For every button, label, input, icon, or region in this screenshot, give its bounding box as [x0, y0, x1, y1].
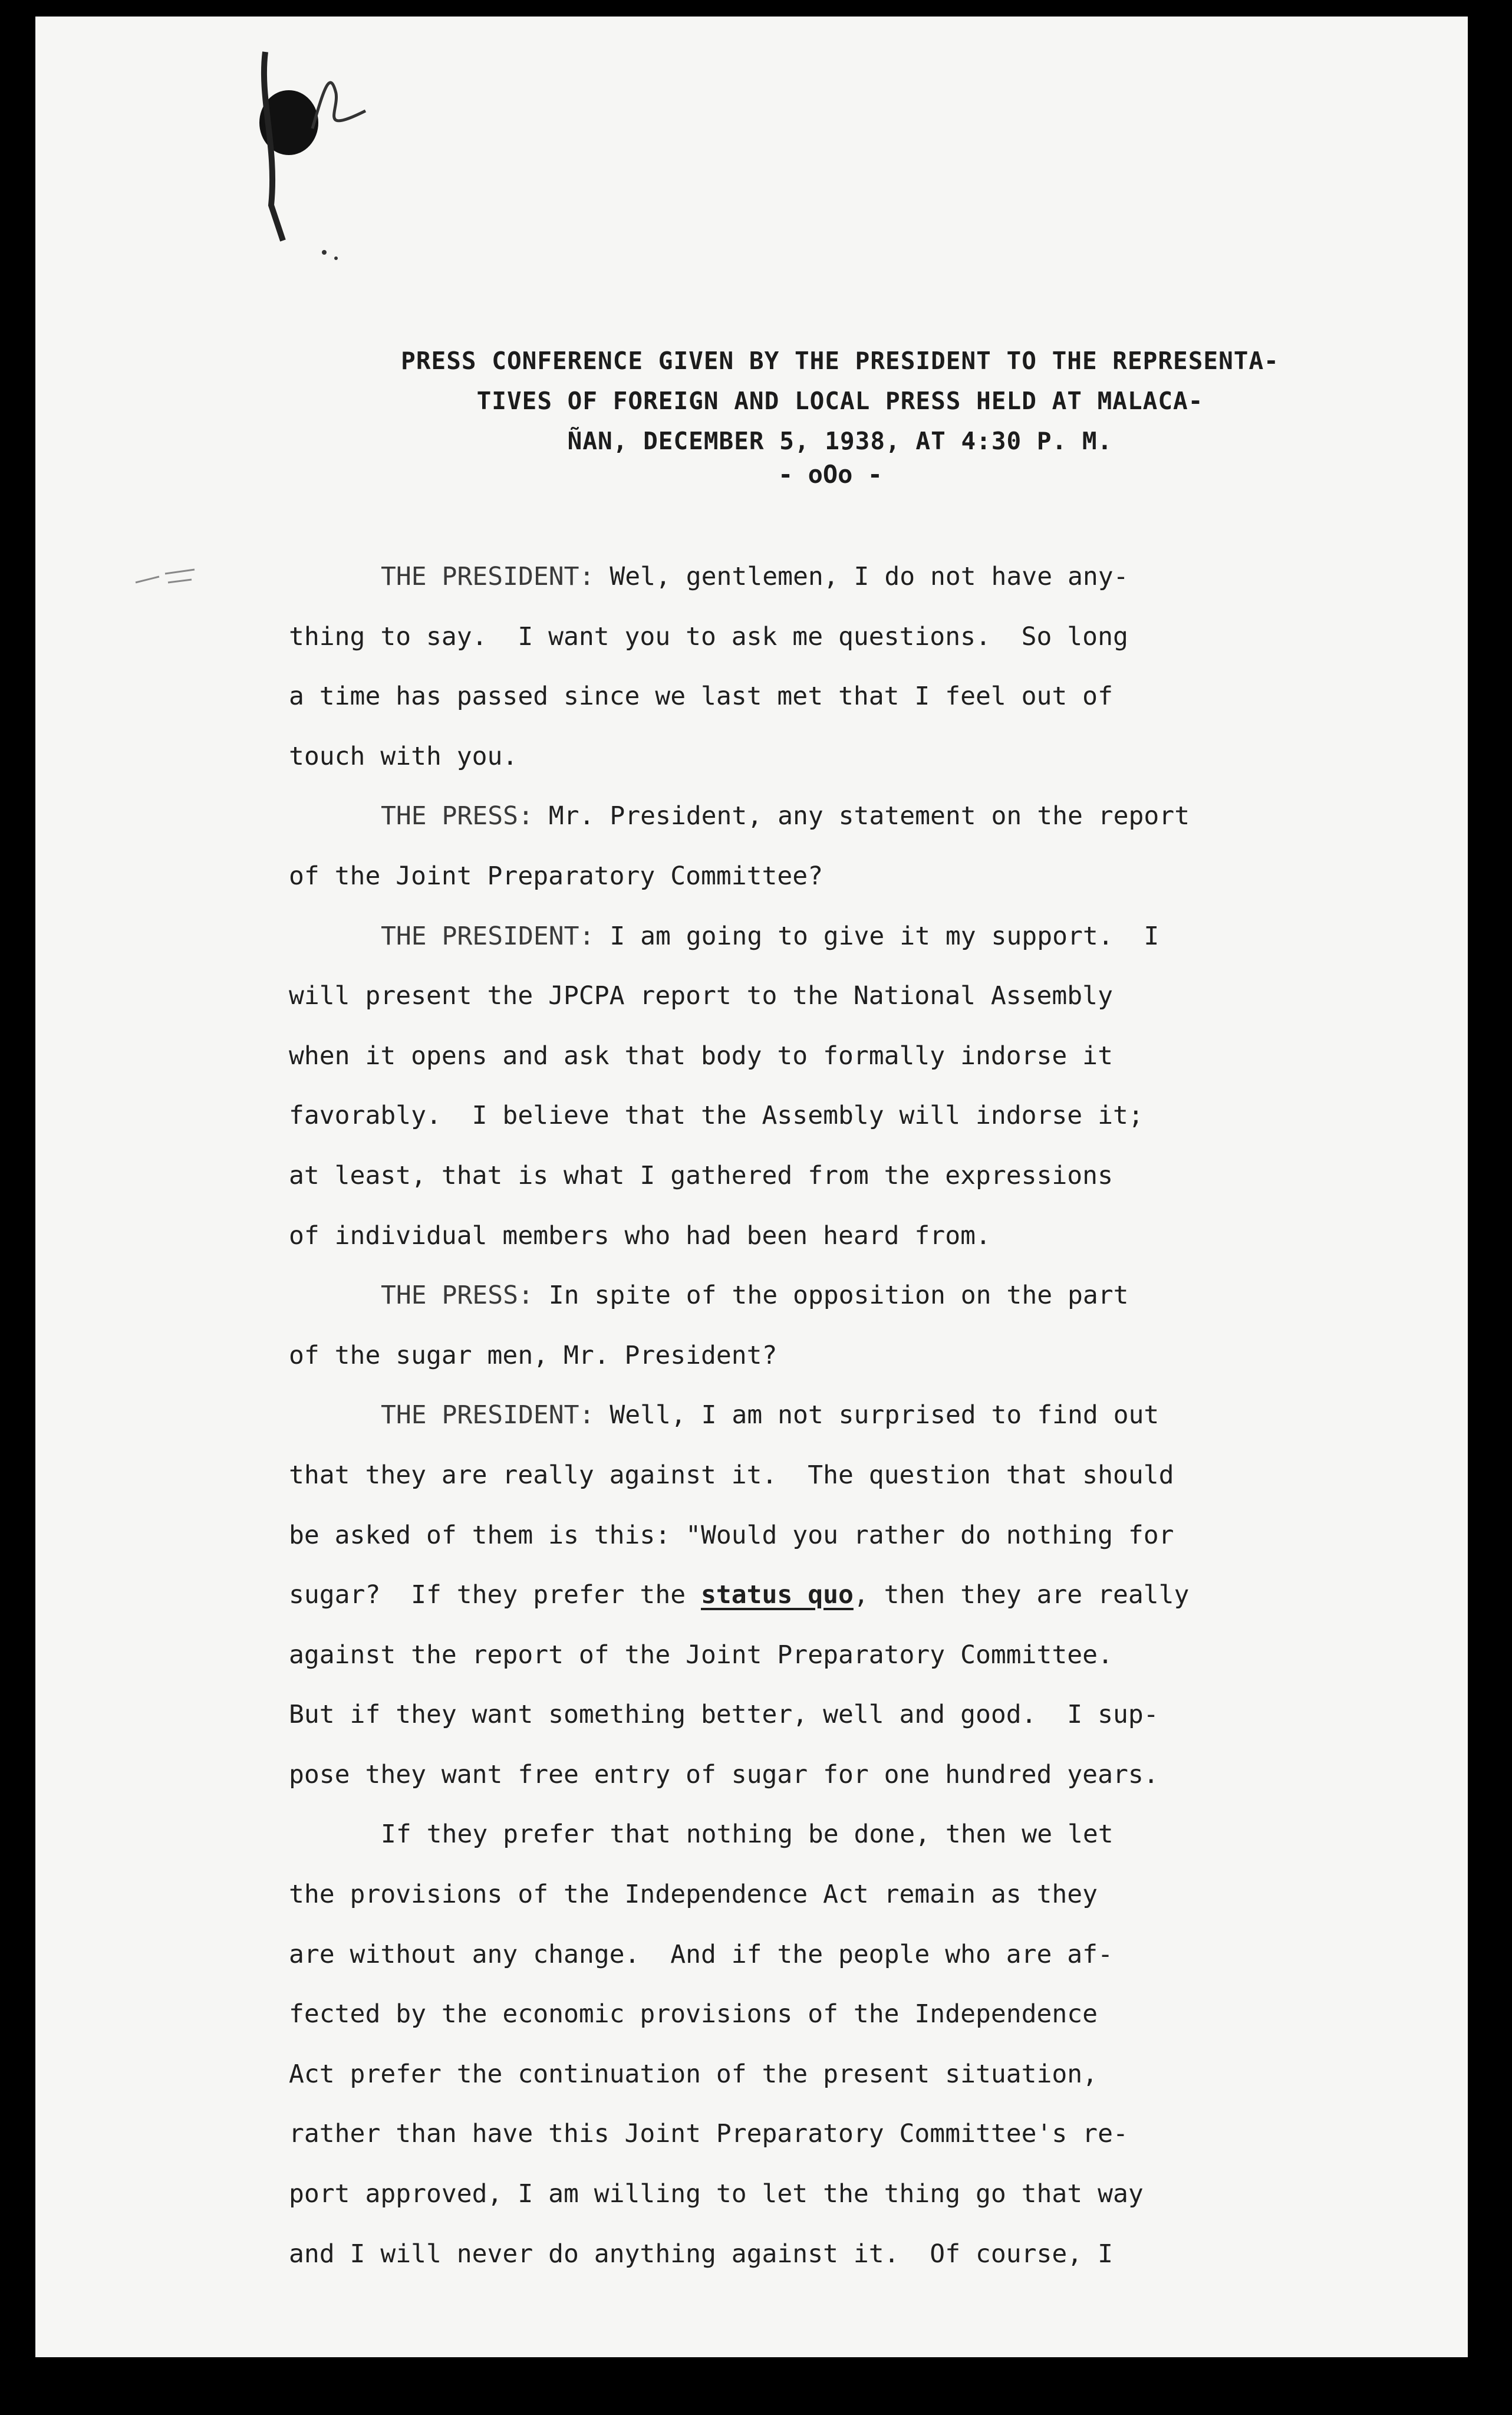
text-line: But if they want something better, well and good. I sup- — [289, 1700, 1159, 1730]
text-line: thing to say. I want you to ask me questions. So long — [289, 621, 1128, 652]
text-line: of individual members who had been heard from. — [289, 1220, 991, 1251]
text-line: THE PRESIDENT: I am going to give it my support. I — [381, 921, 1159, 951]
text-line: when it opens and ask that body to formally indorse it — [289, 1041, 1113, 1071]
text-line: that they are really against it. The question that should — [289, 1460, 1174, 1490]
text-line: fected by the economic provisions of the Independence — [289, 1999, 1098, 2029]
text-line: Act prefer the continuation of the present situation, — [289, 2059, 1098, 2089]
text-line: sugar? If they prefer the status quo, then they are really — [289, 1580, 1190, 1610]
text-line: THE PRESS: In spite of the opposition on the part — [381, 1281, 1129, 1311]
text-line: rather than have this Joint Preparatory Committee's re- — [289, 2119, 1128, 2149]
text-line: pose they want free entry of sugar for one hundred years. — [289, 1759, 1159, 1789]
text-line: If they prefer that nothing be done, then we let — [381, 1820, 1114, 1850]
text-line: at least, that is what I gathered from the expressions — [289, 1160, 1113, 1190]
ink-blot-and-initials — [242, 28, 371, 264]
text-line: favorably. I believe that the Assembly will indorse it; — [289, 1101, 1144, 1131]
speaker-label: THE PRESS: — [381, 1281, 533, 1311]
text-line: of the sugar men, Mr. President? — [289, 1340, 778, 1370]
document-title — [289, 341, 1391, 461]
text-line: against the report of the Joint Preparatory Committee. — [289, 1640, 1113, 1670]
text-line: be asked of them is this: "Would you rather do nothing for — [289, 1520, 1174, 1550]
text-line: of the Joint Preparatory Committee? — [289, 861, 823, 891]
title-line: PRESS CONFERENCE GIVEN BY THE PRESIDENT TO THE REPRESENTA- — [401, 347, 1279, 375]
text-line: a time has passed since we last met that I feel out of — [289, 682, 1113, 712]
text-line: are without any change. And if the people who are af- — [289, 1939, 1113, 1969]
text-line: and I will never do anything against it. Of course, I — [289, 2239, 1113, 2269]
speaker-label: THE PRESS: — [381, 801, 533, 831]
text-line: touch with you. — [289, 741, 518, 771]
text-line: the provisions of the Independence Act remain as they — [289, 1880, 1098, 1910]
underlined-phrase: status quo — [700, 1580, 854, 1610]
title-line: TIVES OF FOREIGN AND LOCAL PRESS HELD AT MALACA- — [476, 387, 1204, 415]
text-line: THE PRESS: Mr. President, any statement on the report — [381, 801, 1190, 831]
speaker-label: THE PRESIDENT: — [381, 921, 595, 951]
transcript-body — [289, 547, 1444, 2284]
text-line: will present the JPCPA report to the National Assembly — [289, 981, 1113, 1011]
document-page — [35, 17, 1468, 2357]
speaker-label: THE PRESIDENT: — [381, 1400, 595, 1430]
text-line: THE PRESIDENT: Well, I am not surprised to find out — [381, 1400, 1159, 1430]
margin-pencil-mark — [130, 559, 200, 594]
speaker-label: THE PRESIDENT: — [381, 562, 595, 591]
text-line: port approved, I am willing to let the thing go that way — [289, 2179, 1144, 2209]
title-line: ÑAN, DECEMBER 5, 1938, AT 4:30 P. M. — [567, 427, 1113, 455]
text-line: THE PRESIDENT: Wel, gentlemen, I do not have any- — [381, 562, 1129, 591]
separator: - oOo - — [778, 460, 883, 489]
